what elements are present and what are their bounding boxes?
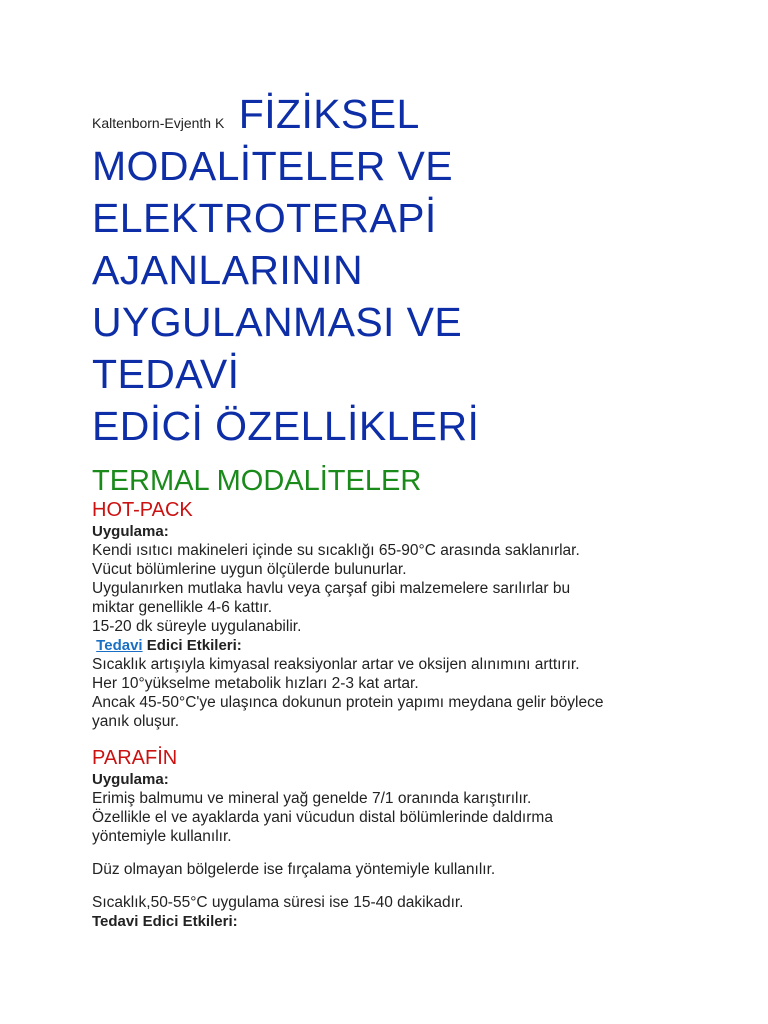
parafin-section: [92, 746, 692, 931]
hotpack-tedavi-line: yanık oluşur.: [92, 713, 180, 730]
title-first-word: FİZİKSEL: [238, 91, 420, 137]
parafin-tedavi-label: Tedavi Edici Etkileri:: [92, 913, 238, 930]
hotpack-uygulama-line: Uygulanırken mutlaka havlu veya çarşaf gibi malzemelere sarılırlar bu: [92, 580, 571, 597]
document-content: [92, 88, 692, 931]
parafin-paragraph: Düz olmayan bölgelerde ise fırçalama yöntemiyle kullanılır.: [92, 861, 496, 878]
title-line: AJANLARININ: [92, 247, 363, 293]
hotpack-heading: HOT-PACK: [92, 499, 193, 521]
parafin-uygulama-line: Erimiş balmumu ve mineral yağ genelde 7/1 oranında karıştırılır.: [92, 790, 532, 807]
title-lines: [92, 140, 692, 452]
parafin-uygulama-line: yöntemiyle kullanılır.: [92, 828, 232, 845]
hotpack-tedavi-label: [92, 636, 692, 655]
title-line: UYGULANMASI VE: [92, 299, 463, 345]
hotpack-section: [92, 498, 692, 731]
spacer: [92, 731, 692, 746]
title-line: EDİCİ ÖZELLİKLERİ: [92, 403, 480, 449]
title-line: MODALİTELER VE: [92, 143, 454, 189]
title-block: [92, 88, 692, 452]
spacer: [92, 879, 692, 893]
hotpack-uygulama-line: miktar genellikle 4-6 kattır.: [92, 599, 273, 616]
spacer: [92, 846, 692, 860]
hotpack-uygulama-line: 15-20 dk süreyle uygulanabilir.: [92, 618, 302, 635]
title-line: ELEKTROTERAPİ: [92, 195, 437, 241]
tedavi-link[interactable]: Tedavi: [96, 637, 143, 654]
hotpack-uygulama-line: Vücut bölümlerine uygun ölçülerde bulunurlar.: [92, 561, 407, 578]
hotpack-tedavi-line: Sıcaklık artışıyla kimyasal reaksiyonlar artar ve oksijen alınımını arttırır.: [92, 656, 580, 673]
title-line: TEDAVİ: [92, 351, 240, 397]
tedavi-label-rest: Edici Etkileri:: [146, 637, 242, 654]
parafin-uygulama-label: Uygulama:: [92, 771, 169, 788]
section-heading-termal: TERMAL MODALİTELER: [92, 465, 422, 497]
parafin-uygulama-line: Özellikle el ve ayaklarda yani vücudun distal bölümlerinde daldırma: [92, 809, 553, 826]
author-name: Kaltenborn-Evjenth K: [92, 115, 225, 131]
parafin-paragraph: Sıcaklık,50-55°C uygulama süresi ise 15-40 dakikadır.: [92, 894, 464, 911]
hotpack-uygulama-line: Kendi ısıtıcı makineleri içinde su sıcaklığı 65-90°C arasında saklanırlar.: [92, 542, 580, 559]
hotpack-tedavi-line: Her 10°yükselme metabolik hızları 2-3 kat artar.: [92, 675, 419, 692]
hotpack-uygulama-label: Uygulama:: [92, 523, 169, 540]
parafin-heading: PARAFİN: [92, 747, 178, 769]
hotpack-tedavi-line: Ancak 45-50°C'ye ulaşınca dokunun protein yapımı meydana gelir böylece: [92, 694, 604, 711]
